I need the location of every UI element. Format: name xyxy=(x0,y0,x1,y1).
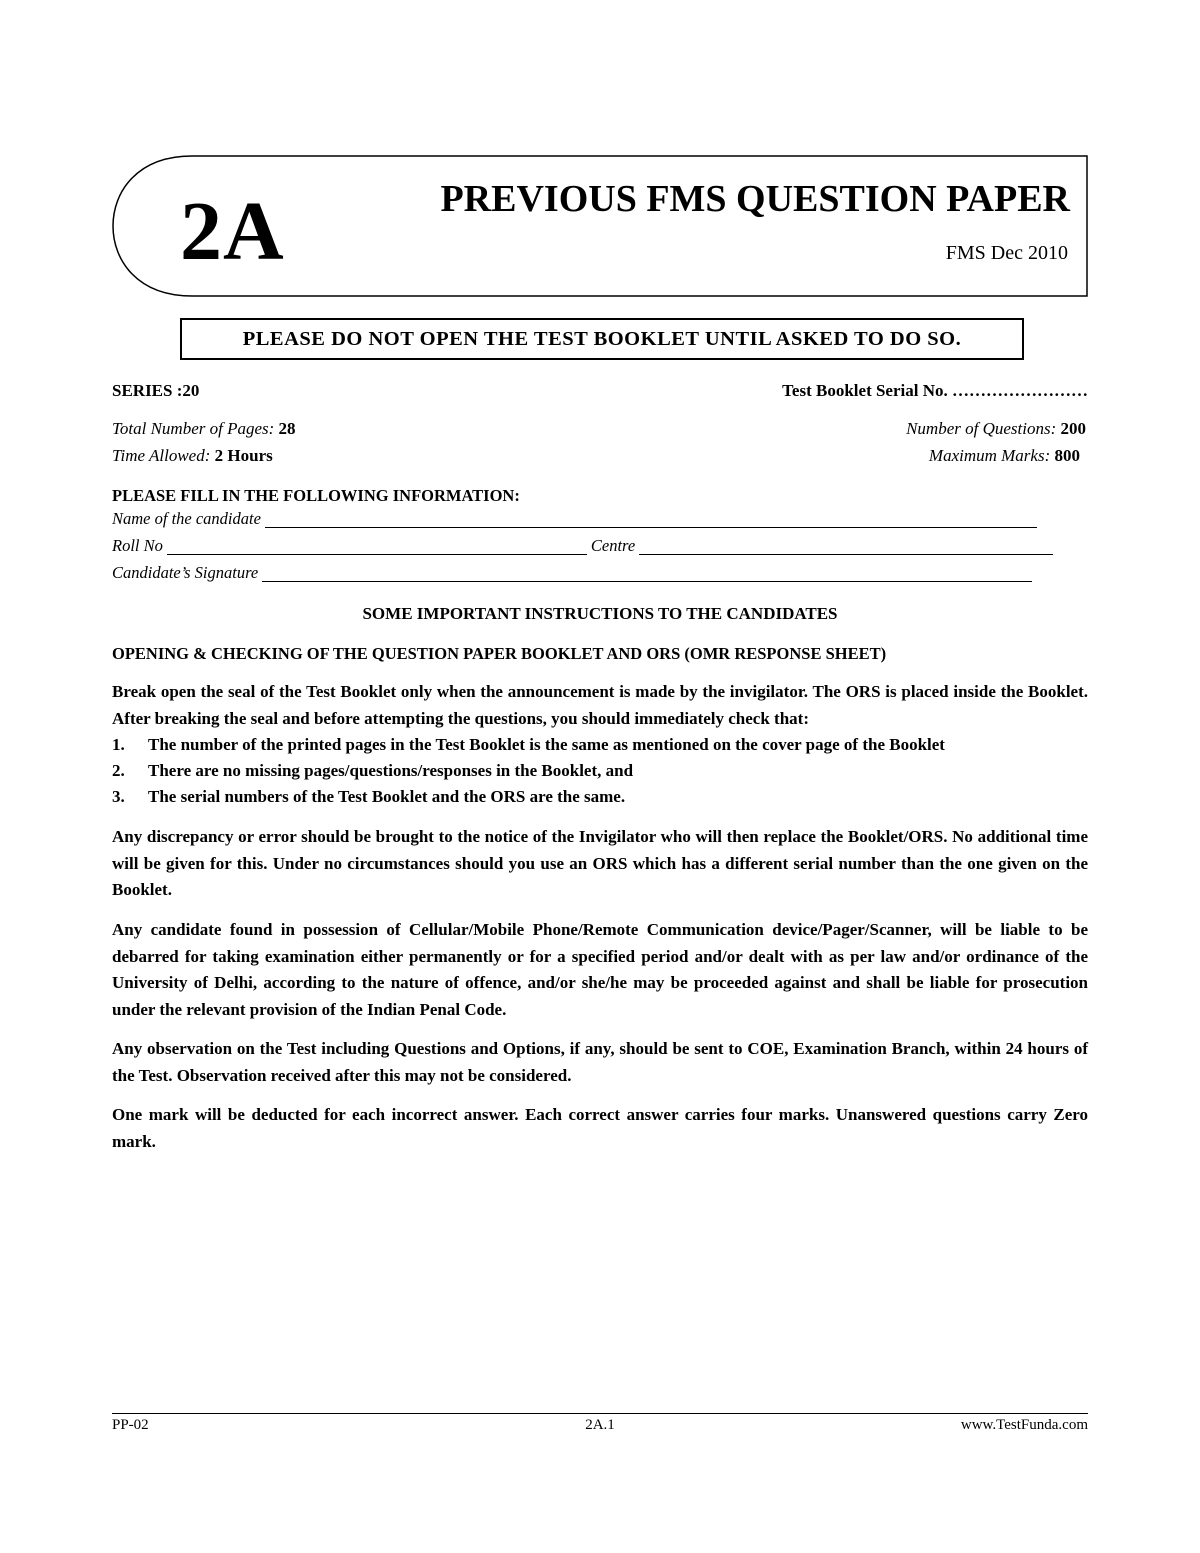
exam-subtitle: FMS Dec 2010 xyxy=(945,242,1068,264)
opening-checking-heading: OPENING & CHECKING OF THE QUESTION PAPER BOOKLET AND ORS (OMR RESPONSE SHEET) xyxy=(112,644,887,663)
centre-field[interactable] xyxy=(639,540,1053,555)
page-number: 2A.1 xyxy=(585,1417,615,1433)
footer-website-link[interactable]: www.TestFunda.com xyxy=(960,1417,1088,1433)
page-title: PREVIOUS FMS QUESTION PAPER xyxy=(440,178,1070,220)
maximum-marks xyxy=(929,447,1080,464)
list-item-number: 1. xyxy=(112,735,125,754)
list-item-text: The serial numbers of the Test Booklet and the ORS are the same. xyxy=(148,787,626,806)
number-of-questions xyxy=(906,420,1086,437)
list-item-text: There are no missing pages/questions/responses in the Booklet, and xyxy=(148,761,634,780)
footer-divider xyxy=(112,1413,1088,1414)
total-pages-value: 28 xyxy=(278,419,296,438)
total-pages xyxy=(112,420,296,437)
roll-centre-row xyxy=(112,538,1057,555)
signature-label: Candidate’s Signature xyxy=(112,563,259,582)
marking-paragraph: One mark will be deducted for each incorrect answer. Each correct answer carries four marks. Unanswered questions carry Zero mark. xyxy=(112,1105,1088,1151)
questions-label: Number of Questions: xyxy=(906,419,1057,438)
footer-left: PP-02 xyxy=(112,1417,149,1433)
list-item-text: The number of the printed pages in the Test Booklet is the same as mentioned on the cover page of the Booklet xyxy=(148,735,945,754)
marks-label: Maximum Marks: xyxy=(928,446,1051,465)
marks-value: 800 xyxy=(1054,446,1080,465)
paper-code: 2A xyxy=(180,185,285,278)
roll-no-field[interactable] xyxy=(167,540,587,555)
list-item xyxy=(112,784,1088,811)
list-item-number: 2. xyxy=(112,761,125,780)
centre-label: Centre xyxy=(590,536,636,555)
total-pages-label: Total Number of Pages: xyxy=(112,419,275,438)
list-item-number: 3. xyxy=(112,787,125,806)
warning-notice: PLEASE DO NOT OPEN THE TEST BOOKLET UNTIL ASKED TO DO SO. xyxy=(180,318,1024,360)
candidate-name-label: Name of the candidate xyxy=(112,509,261,528)
intro-paragraph: Break open the seal of the Test Booklet only when the announcement is made by the invigilator. The ORS is placed inside the Booklet. After breaking the seal and before attempting the questions, you should immediately check that: xyxy=(112,682,1088,728)
signature-row xyxy=(112,565,1036,582)
list-item xyxy=(112,732,1088,759)
devices-paragraph: Any candidate found in possession of Cellular/Mobile Phone/Remote Communication device/Pager/Scanner, will be liable to be debarred for taking examination either permanently or for a specified period and/or dealt with as per law and/or ordinance of the University of Delhi, according to the nature of offence, and/or she/he may be proceeded against and shall be liable for prosecution under the relevant provision of the Indian Penal Code. xyxy=(112,920,1088,1019)
discrepancy-paragraph: Any discrepancy or error should be brought to the notice of the Invigilator who will then replace the Booklet/ORS. No additional time will be given for this. Under no circumstances should you use an ORS which has a different serial number than the one given on the Booklet. xyxy=(112,827,1088,899)
instructions-heading: SOME IMPORTANT INSTRUCTIONS TO THE CANDIDATES xyxy=(362,604,838,623)
list-item xyxy=(112,758,1088,785)
series-label: SERIES :20 xyxy=(112,381,200,400)
time-allowed xyxy=(112,447,273,464)
questions-value: 200 xyxy=(1060,419,1086,438)
candidate-name-field[interactable] xyxy=(265,513,1037,528)
candidate-name-row xyxy=(112,511,1041,528)
fill-info-heading: PLEASE FILL IN THE FOLLOWING INFORMATION: xyxy=(112,486,520,505)
booklet-serial-label: Test Booklet Serial No. …………………… xyxy=(782,381,1088,400)
time-allowed-label: Time Allowed: xyxy=(112,446,211,465)
time-allowed-value: 2 Hours xyxy=(214,446,273,465)
roll-no-label: Roll No xyxy=(112,536,163,555)
observation-paragraph: Any observation on the Test including Questions and Options, if any, should be sent to COE, Examination Branch, within 24 hours of the Test. Observation received after this may not be considered. xyxy=(112,1039,1088,1085)
signature-field[interactable] xyxy=(262,567,1032,582)
